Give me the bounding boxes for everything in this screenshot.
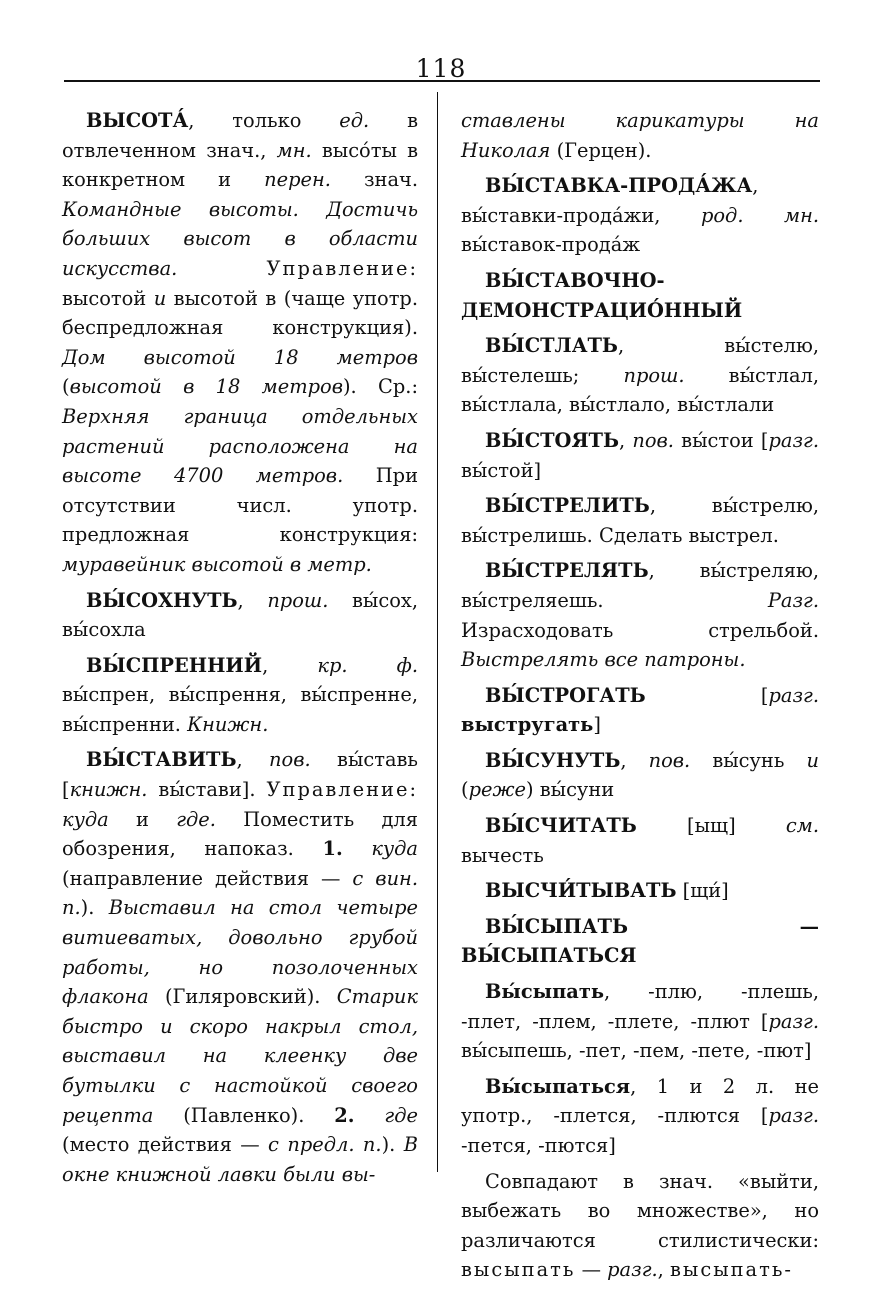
entry-vystlat: ВЫ́СТЛАТЬ, вы́стелю, вы́стелешь; прош. вы́стлал, вы́стлала, вы́стлало, вы́стлали [461,334,819,417]
entry-vyschitat: ВЫ́СЧИТАТЬ [ыщ] см. вычесть [461,814,819,867]
entry-vysypat-heading: ВЫ́СЫПАТЬ — ВЫ́СЫПАТЬСЯ [461,914,819,968]
page-number: 118 [415,54,467,83]
entry-vystoyat: ВЫ́СТОЯТЬ, пов. вы́стои [разг. вы́стой] [461,428,820,482]
entry-vysota: ВЫСОТА́, только ед. в отвлеченном знач., мн. высо́ты в конкретном и перен. знач. Командные высоты. Достичь больших высот в области искусства. Управление: высотой и высотой в (чаще употр. беспредложная конструкция). Дом высотой 18 метров (высотой в 18 метров). Ср.: Верхняя граница отдельных растений расположена на высоте 4700 метров. При отсутствии числ. употр. предложная конструкция: муравейник высотой в метр. [62,109,419,576]
left-column [62,106,418,1195]
entry-vystavka-prodazha: ВЫ́СТАВКА-ПРОДА́ЖА, вы́ставки-прода́жи, род. мн. вы́ставок-прода́ж [461,174,820,257]
column-divider [437,92,438,1172]
entry-vysunut: ВЫ́СУНУТЬ, пов. вы́сунь и (реже) вы́суни [461,748,819,802]
header-rule [64,80,820,82]
entry-vystavit-continued: ставлены карикатуры на Николая (Герцен). [461,109,819,162]
entry-vysokhnut: ВЫ́СОХНУТЬ, прош. вы́сох, вы́сохла [62,588,418,642]
entry-usage-note: Совпадают в знач. «выйти, выбежать во множестве», но различаются стилистически: высыпать — разг., высыпать- [461,1169,819,1282]
right-column [461,106,819,1291]
entry-vysypatsya: Вы́сыпаться, 1 и 2 л. не употр., -плется, -плются [разг. -пется, -пются] [461,1074,819,1157]
entry-vystrelit: ВЫ́СТРЕЛИТЬ, вы́стрелю, вы́стрелишь. Сделать выстрел. [461,494,819,547]
entry-vystrogat: ВЫ́СТРОГАТЬ [разг. выстругать] [461,683,819,737]
entry-vyschityvat: ВЫСЧИ́ТЫВАТЬ [щи́] [485,879,729,903]
entry-vysprenniy: ВЫ́СПРЕННИЙ, кр. ф. вы́спрен, вы́спрення, вы́спренне, вы́спренни. Книжн. [62,653,418,736]
entry-vystrelyat: ВЫ́СТРЕЛЯТЬ, вы́стреляю, вы́стреляешь. Разг. Израсходовать стрельбой. Выстрелять все патроны. [461,559,819,672]
entry-vystavochno: ВЫ́СТАВОЧНО-ДЕМОНСТРАЦИО́ННЫЙ [461,268,743,322]
entry-vysypat: Вы́сыпать, -плю, -плешь, -плет, -плем, -плете, -плют [разг. вы́сыпешь, -пет, -пем, -пете, -пют] [461,980,819,1063]
entry-vystavit: ВЫ́СТАВИТЬ, пов. вы́ставь [книжн. вы́стави]. Управление: куда и где. Поместить для обозрения, напоказ. 1. куда (направление действия — с вин. п.). Выставил на стол четыре витиеватых, довольно грубой работы, но позолоченных флакона (Гиляровский). Старик быстро и скоро накрыл стол, выставил на клеенку две бутылки с настойкой своего рецепта (Павленко). 2. где (место действия — с предл. п.). В окне книжной лавки были вы- [62,748,418,1186]
